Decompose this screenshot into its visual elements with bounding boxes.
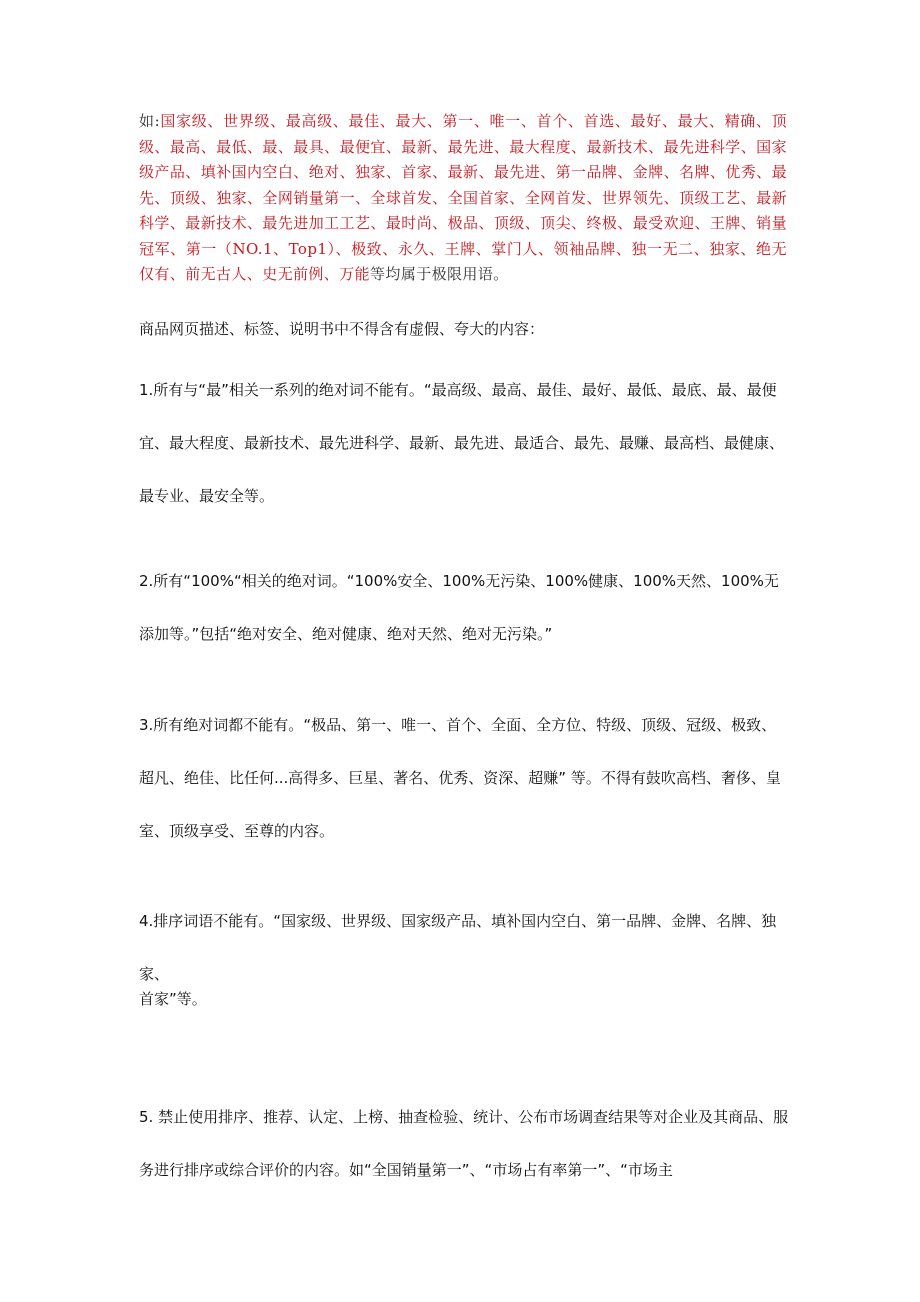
rule-item-4-text: 4.排序词语不能有。“国家级、世界级、国家级产品、填补国内空白、第一品牌、金牌、名牌、独家、: [139, 912, 777, 983]
intro-suffix: 等均属于极限用语。: [370, 265, 509, 283]
rule-item-1: 1.所有与“最”相关一系列的绝对词不能有。“最高级、最高、最佳、最好、最低、最底、最、最便宜、最大程度、最新技术、最先进科学、最新、最先进、最适合、最先、最赚、最高档、最健康、最专业、最安全等。: [139, 381, 785, 505]
rule-item-5: 5. 禁止使用排序、推荐、认定、上榜、抽查检验、统计、公布市场调查结果等对企业及其商品、服务进行排序或综合评价的内容。如“全国销量第一”、“市场占有率第一”、“市场主: [139, 1108, 789, 1179]
rule-item-3: 3.所有绝对词都不能有。“极品、第一、唯一、首个、全面、全方位、特级、顶级、冠级、极致、超凡、绝佳、比任何...高得多、巨星、著名、优秀、资深、超赚” 等。不得有鼓吹高档、奢侈、皇室、顶级享受、至尊的内容。: [139, 716, 781, 840]
intro-paragraph: [139, 109, 787, 288]
rule-item-4-tail: 首家”等。: [139, 990, 207, 1008]
rule-item-2: 2.所有“100%“相关的绝对词。“100%安全、100%无污染、100%健康、100%天然、100%无添加等。”包括“绝对安全、绝对健康、绝对天然、绝对无污染。”: [139, 572, 779, 643]
rule-item-4: [139, 895, 789, 1012]
section-heading: 商品网页描述、标签、说明书中不得含有虚假、夸大的内容：: [139, 320, 545, 338]
intro-prefix: 如:: [139, 112, 161, 130]
restricted-terms-list: 国家级、世界级、最高级、最佳、最大、第一、唯一、首个、首选、最好、最大、精确、顶级、最高、最低、最、最具、最便宜、最新、最先进、最大程度、最新技术、最先进科学、国家级产品、填补国内空白、绝对、独家、首家、最新、最先进、第一品牌、金牌、名牌、优秀、最先、顶级、独家、全网销量第一、全球首发、全国首家、全网首发、世界领先、顶级工艺、最新科学、最新技术、最先进加工工艺、最时尚、极品、顶级、顶尖、终极、最受欢迎、王牌、销量冠军、第一（NO.1、Top1）、极致、永久、王牌、掌门人、领袖品牌、独一无二、独家、绝无仅有、前无古人、史无前例、万能: [139, 112, 787, 283]
